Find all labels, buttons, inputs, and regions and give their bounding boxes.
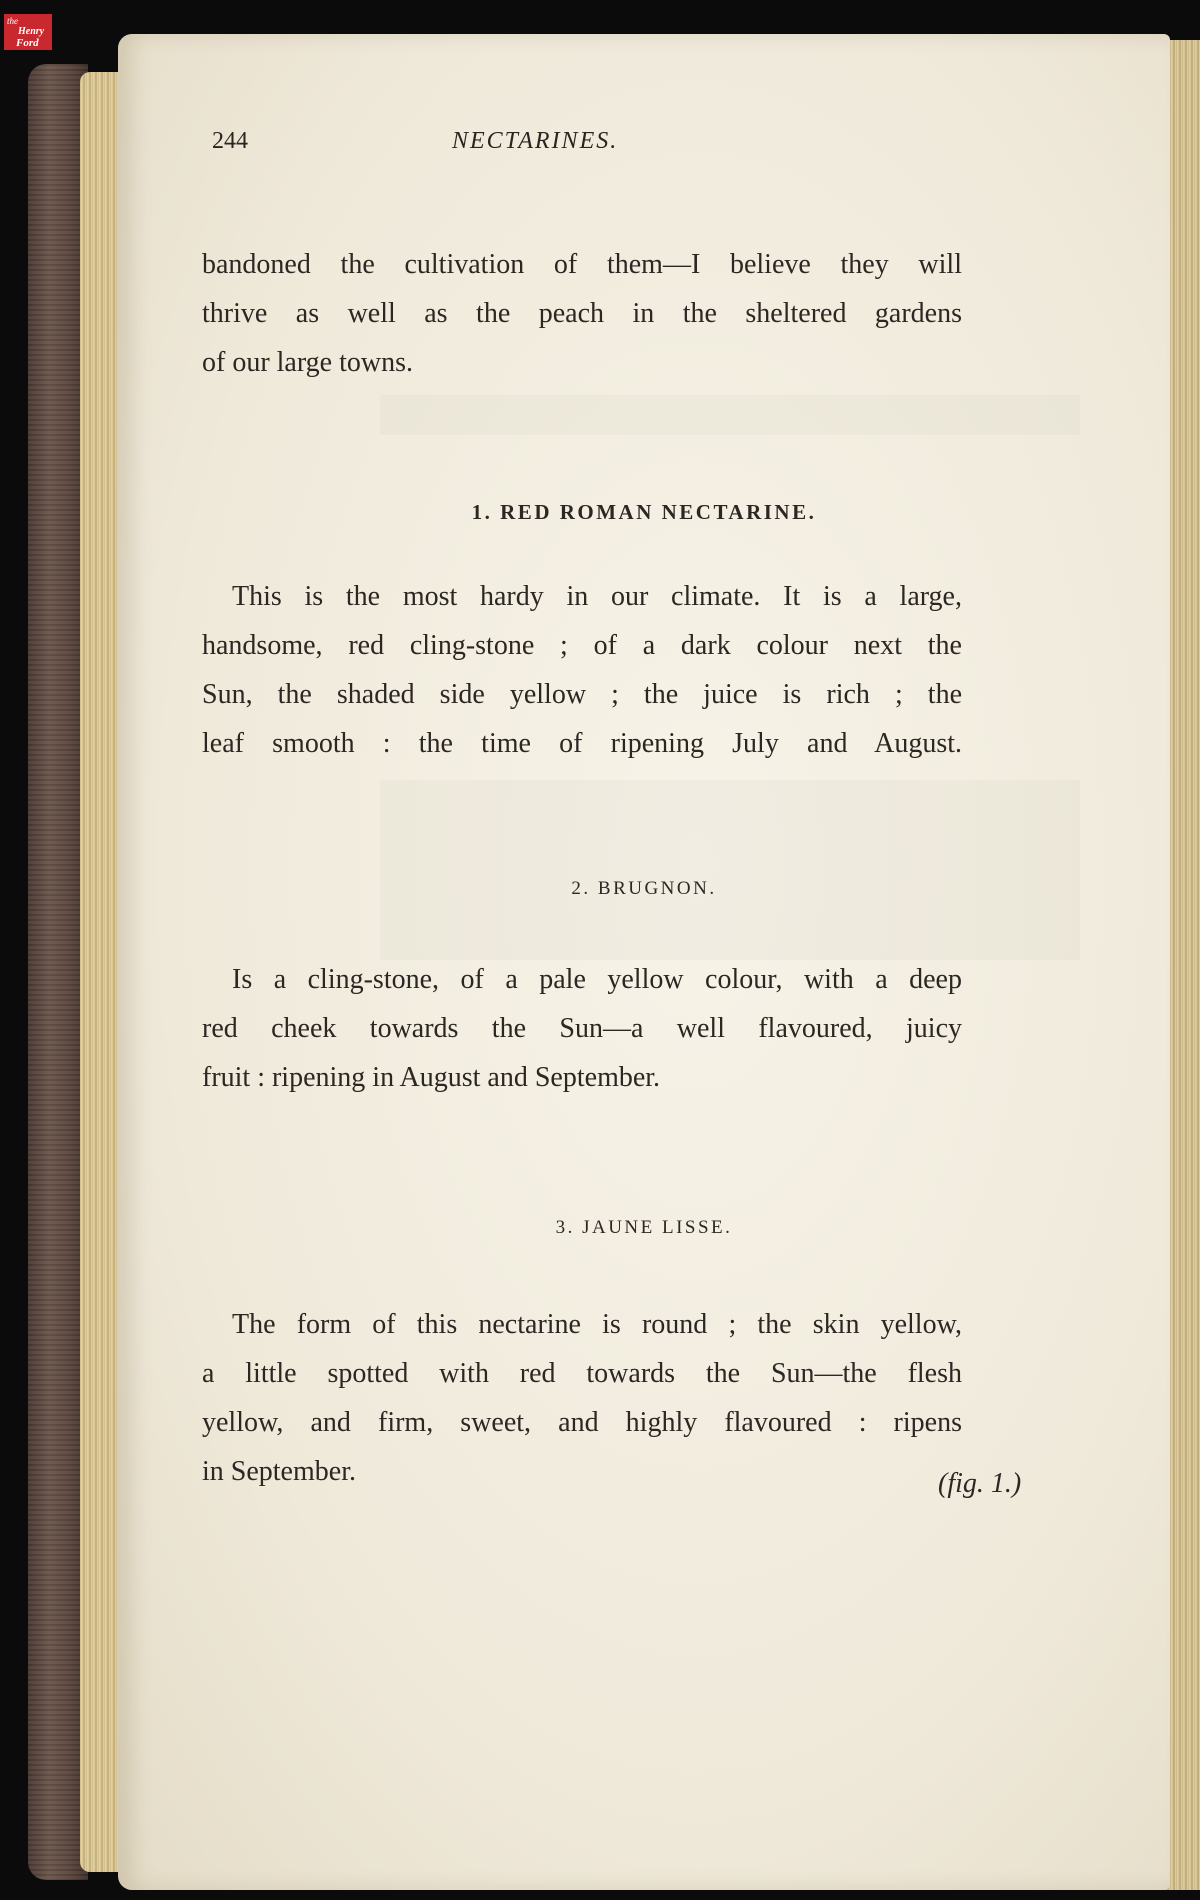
text-line: a little spotted with red towards the Sun—the flesh xyxy=(202,1358,962,1389)
logo-line-3: Ford xyxy=(16,37,39,49)
book-spine xyxy=(28,64,88,1880)
page-number: 244 xyxy=(212,128,248,154)
text-line: red cheek towards the Sun—a well flavoured, juicy xyxy=(202,1013,962,1044)
section-heading-red-roman: 1. RED ROMAN NECTARINE. xyxy=(471,500,817,524)
text-line: bandoned the cultivation of them—I believe they will xyxy=(202,249,962,280)
text-line: leaf smooth : the time of ripening July and August. xyxy=(202,728,962,759)
text-line: Sun, the shaded side yellow ; the juice is rich ; the xyxy=(202,679,962,710)
text-line: thrive as well as the peach in the sheltered gardens xyxy=(202,298,962,329)
text-line: fruit : ripening in August and September. xyxy=(202,1062,661,1093)
figure-reference: (fig. 1.) xyxy=(938,1468,1022,1499)
logo-line-2: Henry xyxy=(18,26,45,37)
show-through xyxy=(380,395,1080,435)
text-line: The form of this nectarine is round ; the skin yellow, xyxy=(232,1309,962,1340)
henry-ford-logo xyxy=(4,14,52,50)
text-line: of our large towns. xyxy=(202,347,413,378)
section-heading-brugnon: 2. BRUGNON. xyxy=(571,878,717,899)
section-paragraph-jaune-lisse xyxy=(202,1300,962,1496)
running-head xyxy=(212,128,832,168)
intro-paragraph xyxy=(202,240,962,387)
text-line: Is a cling-stone, of a pale yellow colour, with a deep xyxy=(232,964,962,995)
text-line: yellow, and firm, sweet, and highly flavoured : ripens xyxy=(202,1407,962,1438)
section-paragraph-red-roman xyxy=(202,572,962,768)
text-line: handsome, red cling-stone ; of a dark colour next the xyxy=(202,630,962,661)
section-paragraph-brugnon xyxy=(202,955,962,1102)
logo-line-1: the xyxy=(7,16,18,26)
section-heading-jaune-lisse: 3. JAUNE LISSE. xyxy=(555,1217,733,1238)
text-line: in September. xyxy=(202,1456,356,1487)
show-through xyxy=(380,780,1080,960)
text-line: This is the most hardy in our climate. It is a large, xyxy=(232,581,962,612)
page-title: NECTARINES. xyxy=(452,128,619,154)
